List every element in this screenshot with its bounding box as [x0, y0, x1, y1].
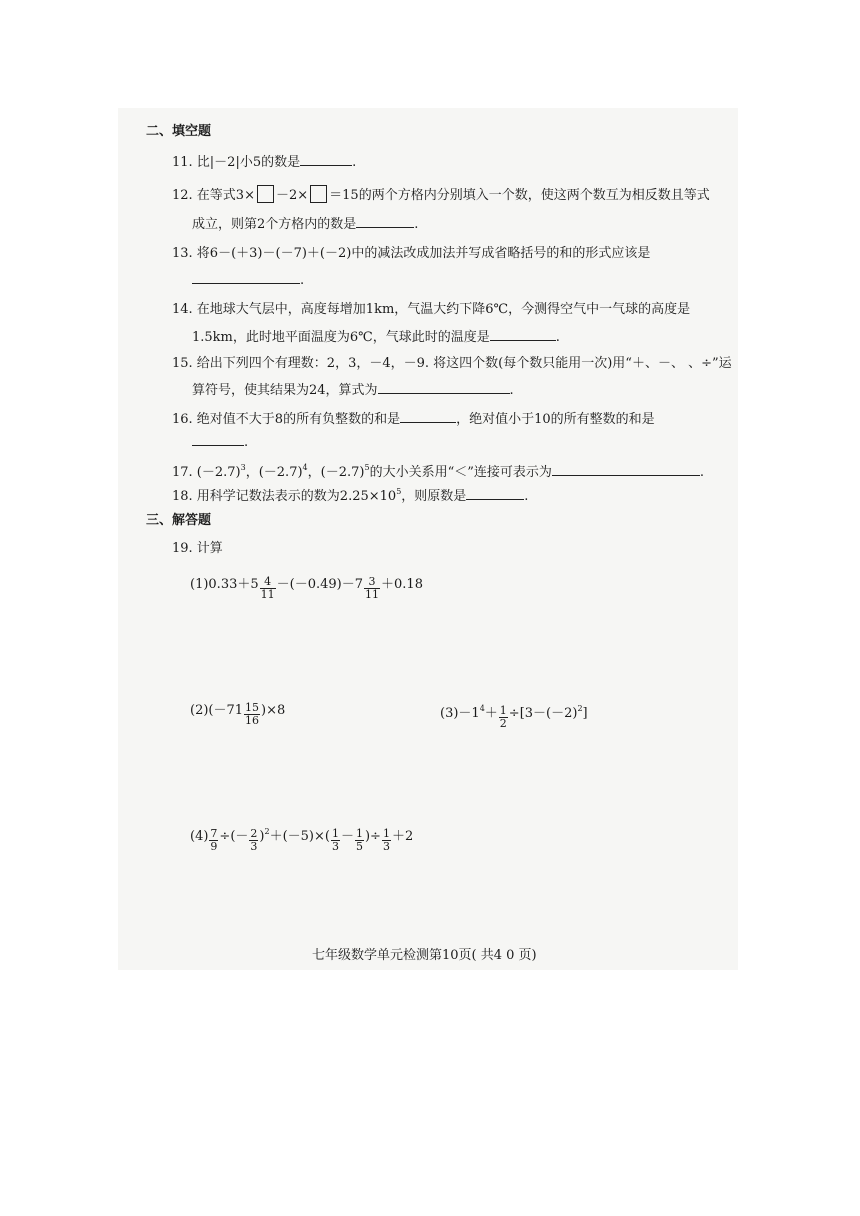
fraction-denominator: 2 — [499, 717, 507, 730]
page-footer: 七年级数学单元检测第10页( 共4 0 页) — [312, 948, 537, 963]
fraction-denominator: 3 — [382, 840, 390, 853]
expr-part: ÷(－ — [219, 829, 249, 844]
fraction — [249, 828, 258, 853]
fraction-numerator: 2 — [250, 827, 258, 840]
question-14-line2-text: 1.5km，此时地平面温度为6℃，气球此时的温度是 — [192, 330, 490, 345]
exponent: 2 — [264, 827, 270, 836]
question-13-end: . — [300, 273, 305, 288]
expr-part: ＋ — [484, 706, 498, 721]
fraction-denominator: 11 — [365, 588, 380, 601]
section-title-solve: 三、解答题 — [146, 513, 212, 528]
question-17-part-c: ，(－2.7) — [307, 465, 365, 480]
question-12-line-2 — [192, 215, 418, 233]
question-17-end: . — [699, 465, 704, 480]
exponent: 4 — [479, 704, 485, 713]
fraction — [364, 576, 380, 601]
expr-part: (1)0.33＋5 — [190, 577, 259, 592]
fraction-denominator: 16 — [245, 714, 260, 727]
fraction-numerator: 4 — [260, 576, 276, 589]
answer-blank[interactable] — [378, 381, 510, 394]
question-14: 14. 在地球大气层中，高度每增加1km，气温大约下降6℃，今测得空气中一气球的高度是 — [172, 302, 691, 317]
fraction — [499, 705, 508, 730]
question-19-title: 19. 计算 — [172, 541, 223, 556]
fraction-denominator: 5 — [355, 840, 363, 853]
question-17 — [172, 463, 704, 481]
question-13-line-2 — [192, 271, 304, 289]
expr-part: )÷ — [364, 829, 381, 844]
expr-part: －(－0.49)－7 — [276, 577, 364, 592]
fraction-numerator: 15 — [245, 701, 260, 714]
fraction-denominator: 3 — [331, 840, 339, 853]
fraction-denominator: 9 — [210, 840, 218, 853]
exponent: 2 — [577, 704, 583, 713]
question-12-part-a: 12. 在等式3× — [172, 188, 255, 203]
question-11-text: 11. 比|－2|小5的数是 — [172, 155, 301, 170]
answer-blank[interactable] — [466, 487, 524, 500]
question-12-part-b: －2× — [275, 188, 309, 203]
expr-part: ＋2 — [391, 829, 414, 844]
expr-part: ÷[3－(－2) — [508, 706, 578, 721]
answer-blank[interactable] — [192, 271, 300, 284]
question-19-3 — [440, 705, 588, 730]
expr-part: ] — [582, 706, 588, 721]
question-14-line-2 — [192, 328, 560, 346]
fraction-numerator: 1 — [355, 827, 363, 840]
question-18-part-b: ，则原数是 — [401, 489, 467, 504]
expr-part: － — [340, 829, 354, 844]
question-15-line-2 — [192, 381, 514, 399]
answer-blank[interactable] — [552, 463, 700, 476]
question-12-part-c: ＝15的两个方格内分别填入一个数，使这两个数互为相反数且等式 — [329, 188, 710, 203]
question-17-part-d: 的大小关系用“＜”连接可表示为 — [369, 465, 552, 480]
expr-part: (4) — [190, 829, 209, 844]
fraction — [331, 828, 340, 853]
question-12-line2-text: 成立，则第2个方格内的数是 — [192, 217, 357, 232]
question-12-end: . — [414, 217, 419, 232]
fraction-denominator: 11 — [260, 588, 275, 601]
fraction-numerator: 1 — [499, 704, 507, 717]
question-16-part-a: 16. 绝对值不大于8的所有负整数的和是 — [172, 412, 401, 427]
question-19-4 — [190, 828, 413, 853]
section-title-fill-in: 二、填空题 — [146, 124, 212, 139]
question-12 — [172, 185, 710, 204]
exponent: 3 — [240, 463, 246, 472]
expr-part: ) — [259, 829, 265, 844]
expr-part: (2)(－71 — [190, 703, 244, 718]
question-15-end: . — [509, 383, 514, 398]
expr-part: ＋(－5)×( — [269, 829, 330, 844]
question-17-part-b: ，(－2.7) — [245, 465, 303, 480]
question-16-end: . — [244, 435, 249, 450]
fraction — [355, 828, 364, 853]
expr-part: (3)－1 — [440, 706, 480, 721]
answer-box-2[interactable] — [310, 185, 327, 203]
question-17-part-a: 17. (－2.7) — [172, 465, 241, 480]
question-11 — [172, 153, 356, 171]
exponent: 5 — [364, 463, 370, 472]
fraction-numerator: 1 — [331, 827, 339, 840]
fraction-denominator: 3 — [250, 840, 258, 853]
question-15: 15. 给出下列四个有理数：2，3，－4，－9. 将这四个数(每个数只能用一次)用“＋、－、 、÷”运 — [172, 356, 732, 371]
expr-part: ＋0.18 — [381, 577, 423, 592]
fraction-numerator: 3 — [364, 576, 380, 589]
question-16-part-b: ，绝对值小于10的所有整数的和是 — [456, 412, 655, 427]
answer-blank[interactable] — [490, 328, 556, 341]
question-19-2 — [190, 702, 285, 727]
question-16 — [172, 410, 655, 428]
answer-box-1[interactable] — [257, 185, 274, 203]
answer-blank[interactable] — [300, 153, 352, 166]
question-18 — [172, 487, 528, 505]
fraction — [382, 828, 391, 853]
fraction-numerator: 1 — [382, 827, 390, 840]
question-14-end: . — [555, 330, 560, 345]
question-16-line-2 — [192, 433, 248, 451]
question-19-1 — [190, 576, 423, 601]
question-18-end: . — [524, 489, 529, 504]
question-11-end: . — [352, 155, 357, 170]
fraction — [244, 702, 260, 727]
expr-part: )×8 — [261, 703, 286, 718]
fraction — [260, 576, 276, 601]
fraction-numerator: 7 — [210, 827, 218, 840]
answer-blank[interactable] — [192, 433, 244, 446]
answer-blank[interactable] — [356, 215, 414, 228]
fraction — [209, 828, 218, 853]
question-13: 13. 将6－(＋3)－(－7)＋(－2)中的减法改成加法并写成省略括号的和的形式应该是 — [172, 246, 651, 261]
exponent: 4 — [302, 463, 308, 472]
answer-blank[interactable] — [400, 410, 456, 423]
question-15-line2-text: 算符号，使其结果为24，算式为 — [192, 383, 378, 398]
exponent: 5 — [396, 487, 402, 496]
question-18-part-a: 18. 用科学记数法表示的数为2.25×10 — [172, 489, 397, 504]
